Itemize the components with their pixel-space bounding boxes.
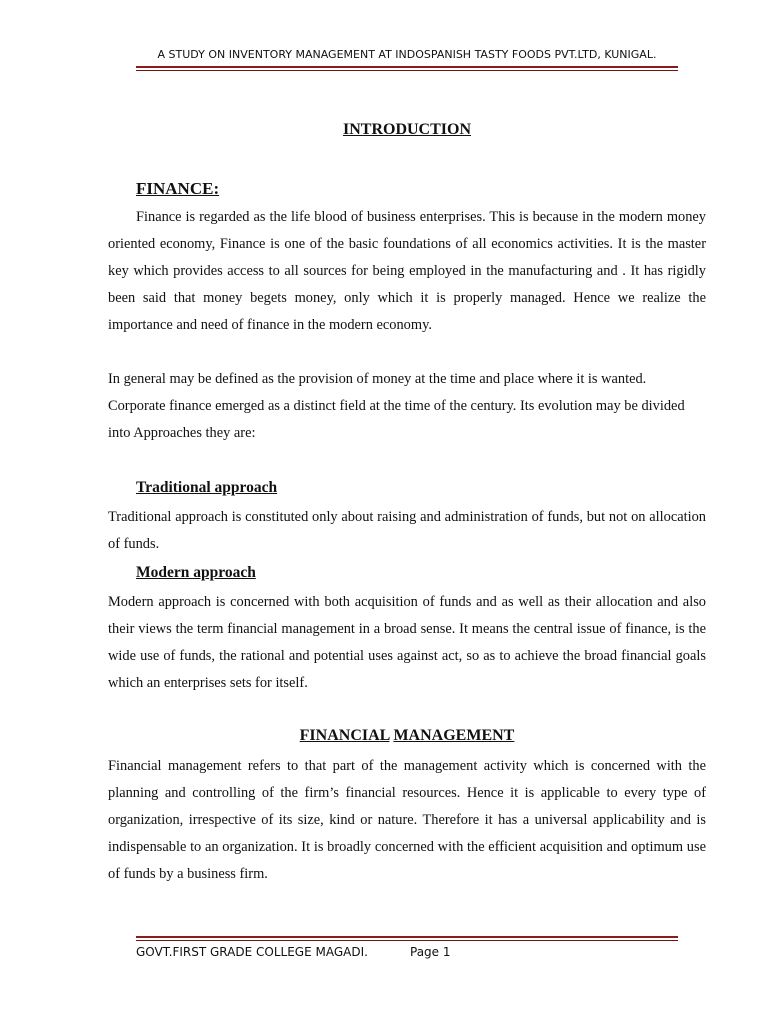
page-number: Page 1	[410, 945, 451, 959]
finance-paragraph-1-text: Finance is regarded as the life blood of business enterprises. This is because in the modern money oriented economy, Finance is one of the basic foundations of all economics activities. It is the master key which provides access to all sources for being employed in the manufacturing and . It has rigidly been said that money begets money, only which it is properly managed. Hence we realize the importance and need of finance in the modern economy.	[108, 209, 706, 333]
financial-management-heading-part1: FINANCIAL	[299, 727, 390, 744]
header-rule-thin	[136, 70, 678, 71]
finance-heading: FINANCE:	[136, 179, 220, 198]
modern-approach-heading: Modern approach	[136, 564, 256, 581]
traditional-approach-heading: Traditional approach	[136, 479, 278, 496]
finance-paragraph-1	[108, 204, 706, 339]
running-header: A STUDY ON INVENTORY MANAGEMENT AT INDOSPANISH TASTY FOODS PVT.LTD, KUNIGAL.	[157, 48, 657, 61]
finance-paragraph-2: In general may be defined as the provision of money at the time and place where it is wanted. Corporate finance emerged as a distinct field at the time of the century. Its evolution may be divided into Approaches they are:	[108, 371, 685, 441]
traditional-approach-text: Traditional approach is constituted only about raising and administration of funds, but not on allocation of funds.	[108, 509, 706, 552]
header-rule-thick	[136, 66, 678, 68]
footer-college: GOVT.FIRST GRADE COLLEGE MAGADI.	[136, 945, 368, 959]
footer-rule-thin	[136, 940, 678, 941]
financial-management-heading	[108, 727, 706, 745]
footer-rule-thick	[136, 936, 678, 938]
financial-management-heading-part2: MANAGEMENT	[393, 727, 515, 744]
page-title: INTRODUCTION	[342, 121, 471, 138]
modern-approach-text: Modern approach is concerned with both acquisition of funds and as well as their allocation and also their views the term financial management in a broad sense. It means the central issue of finance, is the wide use of funds, the rational and potential uses against act, so as to achieve the broad financial goals which an enterprises sets for itself.	[108, 594, 706, 691]
financial-management-text: Financial management refers to that part of the management activity which is concerned with the planning and controlling of the firm’s financial resources. Hence it is applicable to every type of organization, irrespective of its size, kind or nature. Therefore it has a universal applicability and is indispensable to an organization. It is broadly concerned with the efficient acquisition and optimum use of funds by a business firm.	[108, 758, 706, 882]
